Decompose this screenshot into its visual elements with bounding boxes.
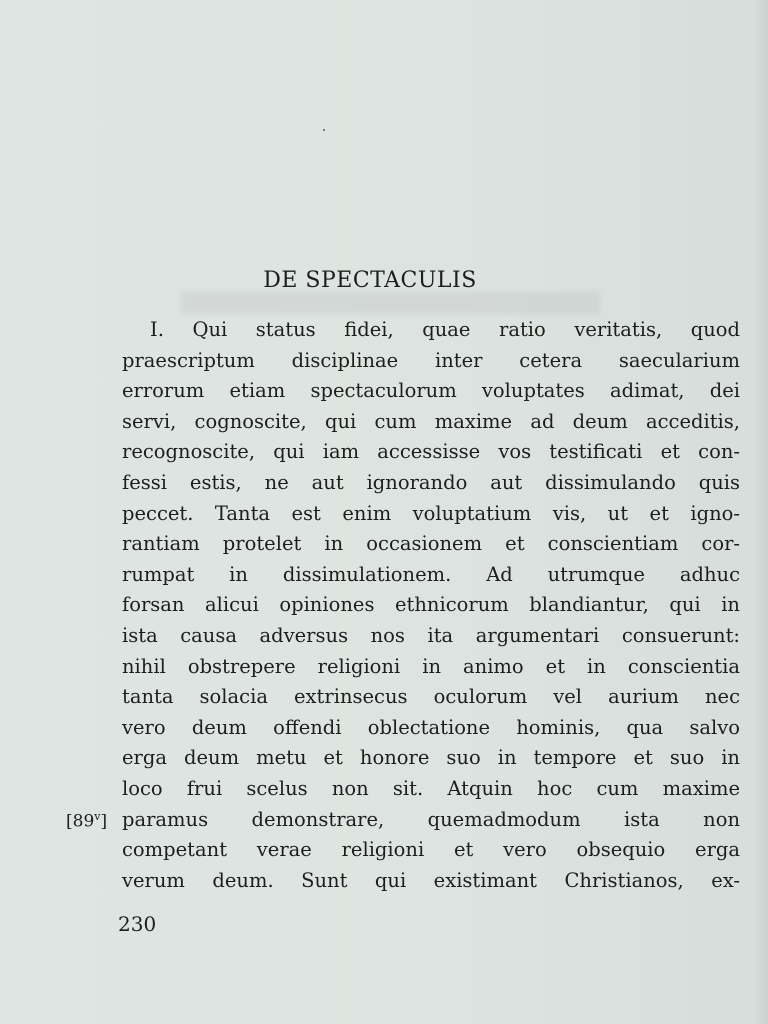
text-line: peccet. Tanta est enim voluptatium vis, ut et igno- — [122, 501, 740, 525]
page-edge-shadow — [754, 0, 768, 1024]
text-line: loco frui scelus non sit. Atquin hoc cum maxime — [122, 776, 740, 800]
text-line: praescriptum disciplinae inter cetera saecularium — [122, 348, 740, 372]
text-line: errorum etiam spectaculorum voluptates adimat, dei — [122, 379, 740, 403]
text-line: vero deum offendi oblectatione hominis, qua salvo — [122, 715, 740, 739]
text-line: I. Qui status fidei, quae ratio veritatis, quod — [150, 318, 740, 341]
text-line: forsan alicui opiniones ethnicorum blandiantur, qui in — [122, 593, 740, 617]
text-line: rumpat in dissimulationem. Ad utrumque adhuc — [122, 562, 740, 586]
text-line: fessi estis, ne aut ignorando aut dissimulando quis — [122, 470, 740, 494]
margin-note-text: [89 — [66, 811, 95, 832]
text-line: servi, cognoscite, qui cum maxime ad deum acceditis, — [122, 409, 740, 433]
body-text — [122, 315, 740, 896]
page-number: 230 — [118, 912, 157, 936]
text-line: competant verae religioni et vero obsequio erga — [122, 838, 740, 862]
text-line: recognoscite, qui iam accessisse vos testificati et con- — [122, 440, 740, 464]
bleed-through — [180, 292, 600, 314]
paper-speck — [323, 129, 325, 131]
text-line: paramus demonstrare, quemadmodum ista non — [122, 807, 740, 831]
text-line: verum deum. Sunt qui existimant Christianos, ex- — [122, 868, 740, 892]
margin-note-close: ] — [100, 811, 108, 832]
text-line: nihil obstrepere religioni in animo et in conscientia — [122, 654, 740, 678]
text-line: ista causa adversus nos ita argumentari consuerunt: — [122, 623, 740, 647]
text-line: rantiam protelet in occasionem et conscientiam cor- — [122, 532, 740, 556]
text-line: erga deum metu et honore suo in tempore et suo in — [122, 746, 740, 770]
text-line: tanta solacia extrinsecus oculorum vel aurium nec — [122, 685, 740, 709]
margin-note-superscript: v — [94, 810, 101, 823]
margin-folio-reference — [66, 802, 107, 833]
page-title: DE SPECTACULIS — [263, 268, 477, 293]
